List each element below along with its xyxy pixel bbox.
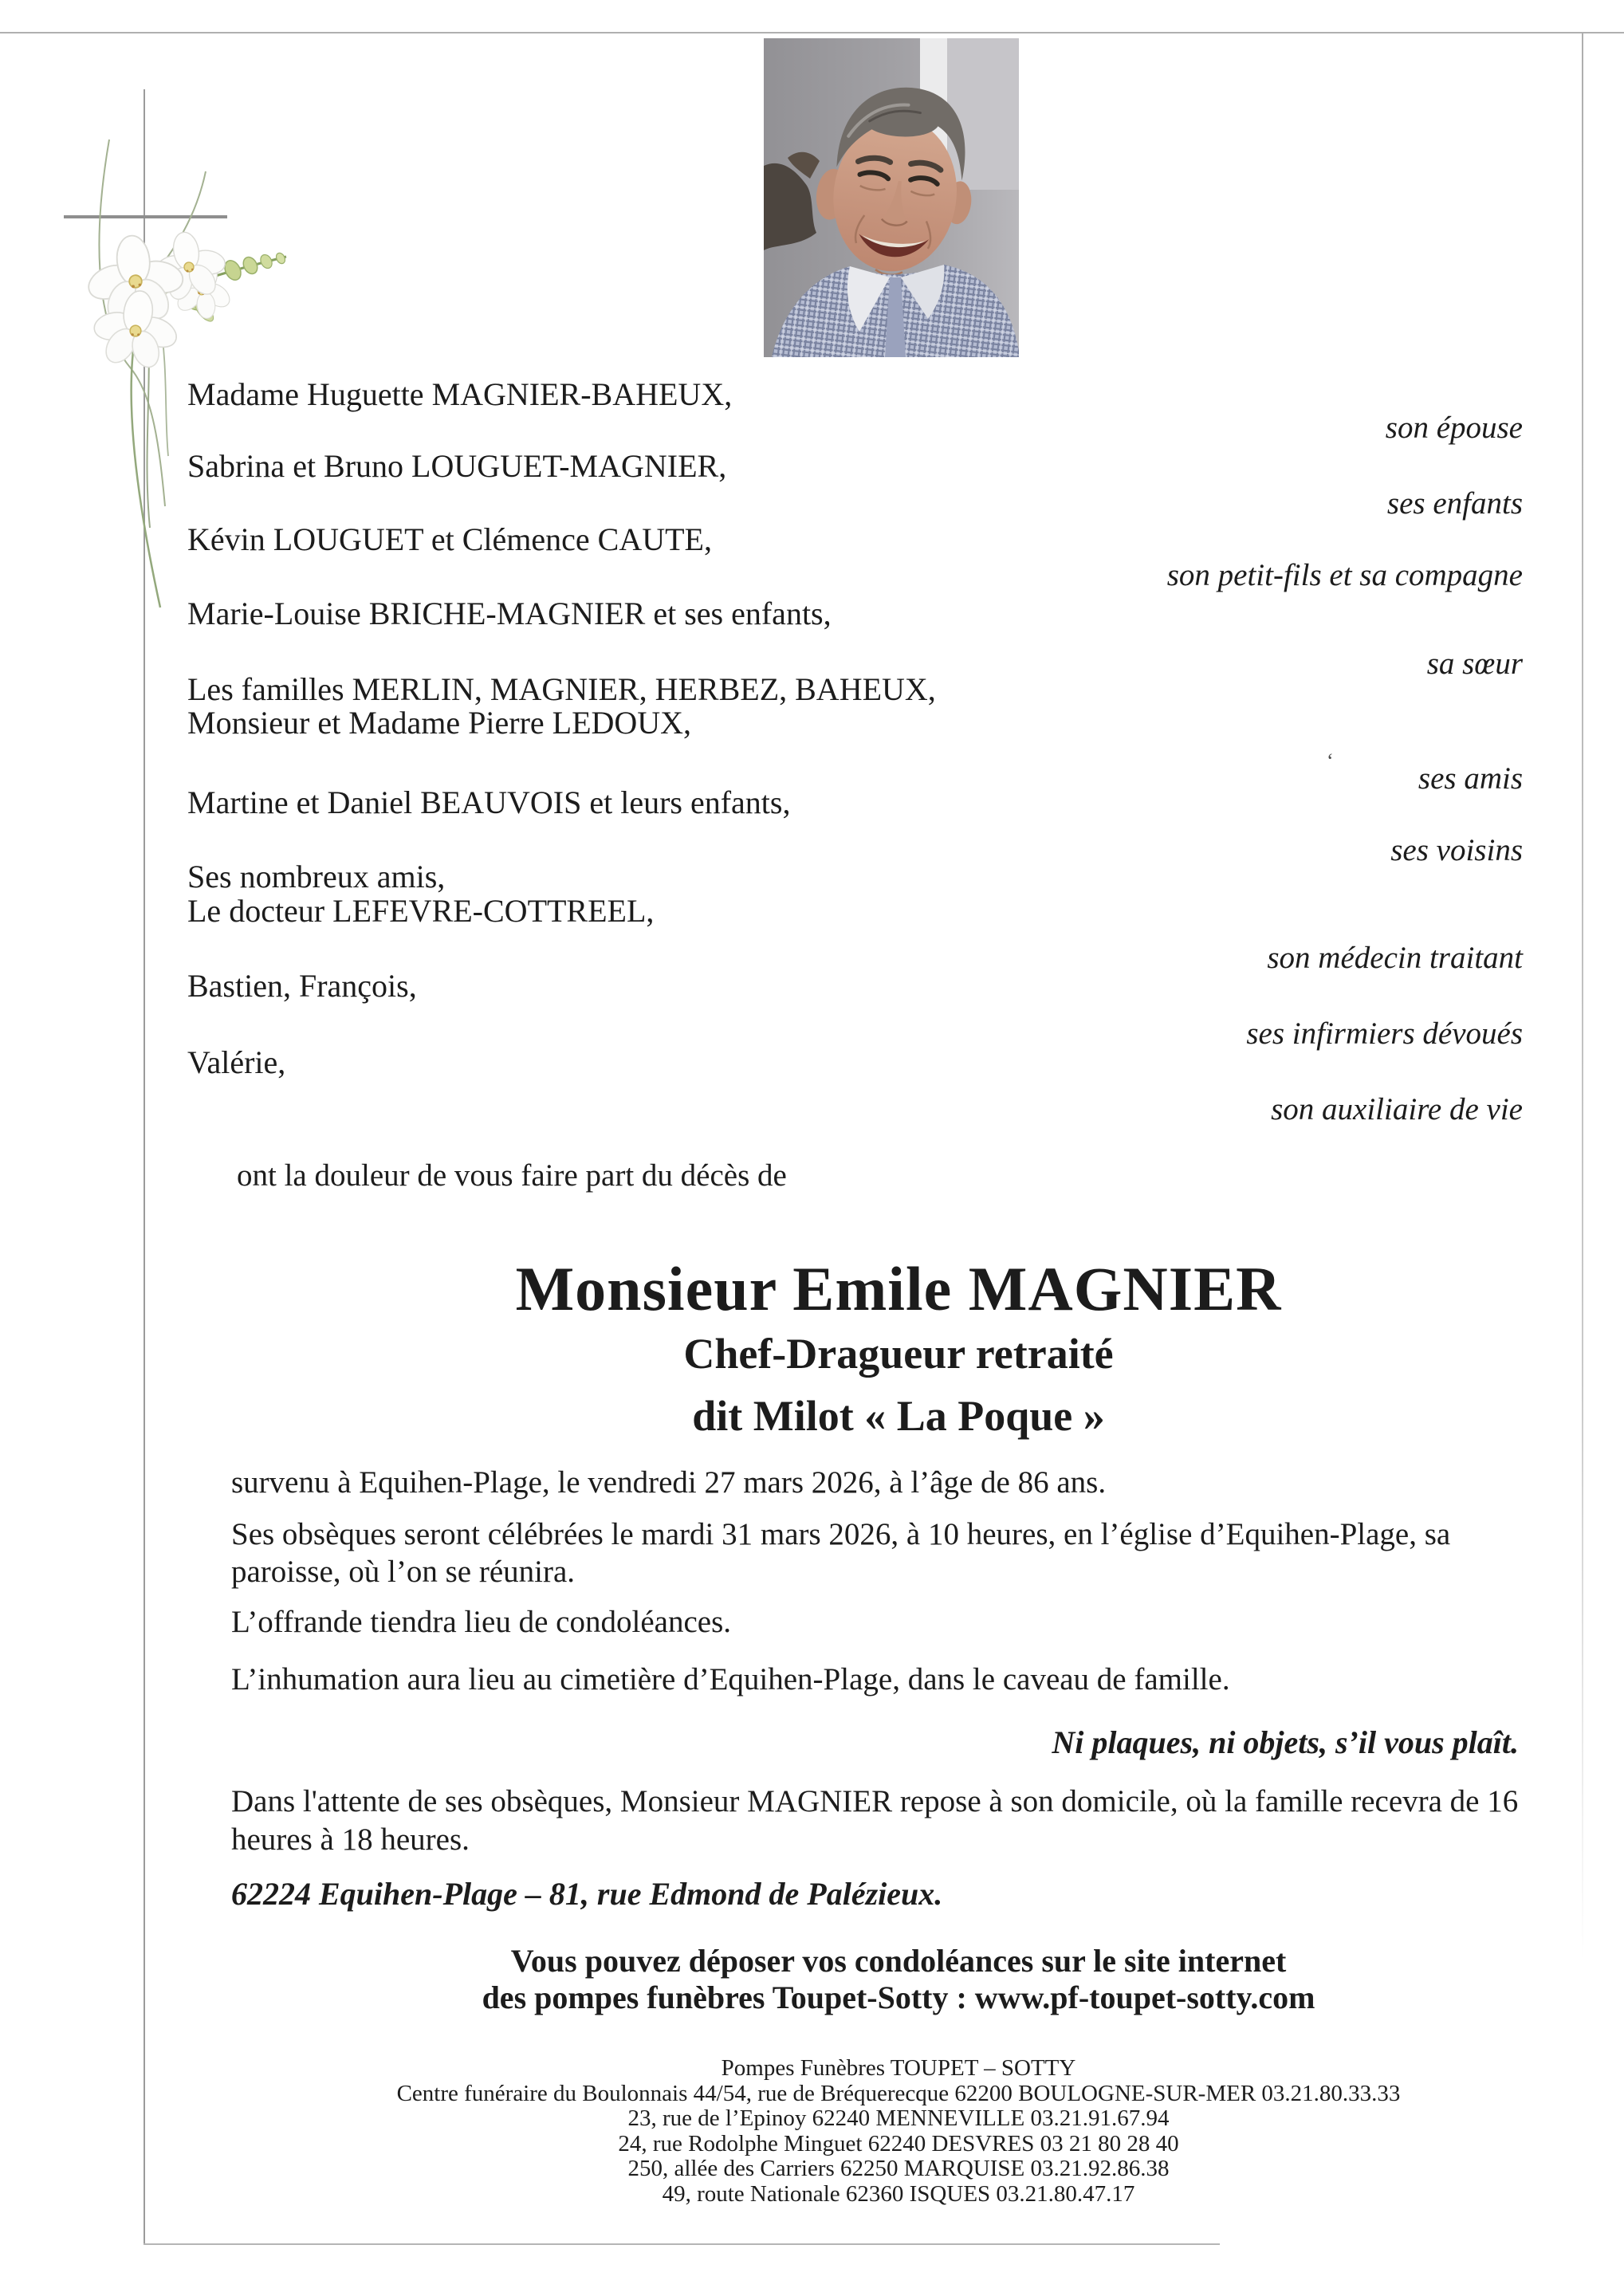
footer-location: 49, route Nationale 62360 ISQUES 03.21.80.47.17 [662, 2180, 1135, 2207]
deceased-name: Monsieur Emile MAGNIER [515, 1254, 1282, 1323]
mourner-name: Sabrina et Bruno LOUGUET-MAGNIER, [187, 448, 727, 484]
mourner-name: Ses nombreux amis, [187, 859, 446, 894]
scan-line-right [1582, 33, 1583, 1962]
mourner-name: Les familles MERLIN, MAGNIER, HERBEZ, BAHEUX, [187, 671, 936, 707]
deceased-nickname: dit Milot « La Poque » [692, 1392, 1105, 1440]
death-paragraph: survenu à Equihen-Plage, le vendredi 27 mars 2026, à l’âge de 86 ans. [231, 1465, 1107, 1500]
condolences-website-line: des pompes funèbres Toupet-Sotty : www.pf-toupet-sotty.com [482, 1980, 1315, 2015]
intro-line: ont la douleur de vous faire part du décès de [237, 1158, 787, 1193]
relation-label: ses voisins [1390, 833, 1523, 867]
condolences-line-1: Vous pouvez déposer vos condoléances sur le site internet [510, 1943, 1287, 1979]
home-address: 62224 Equihen-Plage – 81, rue Edmond de Palézieux. [231, 1876, 943, 1912]
footer-location: 24, rue Rodolphe Minguet 62240 DESVRES 03 21 80 28 40 [618, 2130, 1179, 2156]
mourner-name: Marie-Louise BRICHE-MAGNIER et ses enfants, [187, 596, 832, 631]
relation-label: ses infirmiers dévoués [1246, 1016, 1523, 1051]
footer-location: 23, rue de l’Epinoy 62240 MENNEVILLE 03.21.91.67.94 [627, 2105, 1170, 2131]
relation-label: ses amis [1418, 761, 1523, 796]
mourner-name: Kévin LOUGUET et Clémence CAUTE, [187, 521, 712, 557]
funeral-paragraph: Ses obsèques seront célébrées le mardi 31 mars 2026, à 10 heures, en l’église d’Equihen-Plage, sa paroisse, où l’on se réunira. [231, 1517, 1451, 1589]
relation-label: son épouse [1385, 411, 1523, 445]
funeral-home-footer [175, 2056, 1622, 2207]
footer-location: 250, allée des Carriers 62250 MARQUISE 03.21.92.86.38 [627, 2156, 1170, 2181]
relation-label: son petit-fils et sa compagne [1166, 558, 1523, 592]
mourner-name: Le docteur LEFEVRE-COTTREEL, [187, 893, 655, 929]
mourner-name: Monsieur et Madame Pierre LEDOUX, [187, 705, 692, 741]
relation-label: sa sœur [1426, 647, 1523, 681]
portrait-photo [764, 38, 1019, 357]
deceased-title: Chef-Dragueur retraité [683, 1330, 1114, 1378]
mourner-name: Martine et Daniel BEAUVOIS et leurs enfants, [187, 784, 791, 820]
repose-paragraph: Dans l'attente de ses obsèques, Monsieur MAGNIER repose à son domicile, où la famille recevra de 16 heures à 18 heures. [231, 1784, 1519, 1857]
relation-label: son auxiliaire de vie [1271, 1092, 1523, 1126]
mourner-name: Bastien, François, [187, 968, 417, 1004]
mourner-name: Valérie, [187, 1044, 286, 1080]
mourner-name: Madame Huguette MAGNIER-BAHEUX, [187, 376, 733, 412]
scan-line-top [0, 32, 1624, 33]
footer-company: Pompes Funèbres TOUPET – SOTTY [721, 2055, 1076, 2081]
footer-location: Centre funéraire du Boulonnais 44/54, rue de Bréquerecque 62200 BOULOGNE-SUR-MER 03.21.80.33.33 [396, 2080, 1401, 2106]
relation-label: ses enfants [1386, 486, 1523, 521]
condolences-block [175, 1943, 1622, 2016]
relation-label: son médecin traitant [1267, 941, 1523, 975]
scan-line-bottom [144, 2243, 1220, 2245]
burial-paragraph: L’inhumation aura lieu au cimetière d’Equihen-Plage, dans le caveau de famille. [231, 1662, 1230, 1696]
stray-scan-mark: ‘ [1327, 749, 1334, 773]
no-flowers-note: Ni plaques, ni objets, s’il vous plaît. [1052, 1724, 1519, 1760]
offering-paragraph: L’offrande tiendra lieu de condoléances. [231, 1605, 731, 1639]
